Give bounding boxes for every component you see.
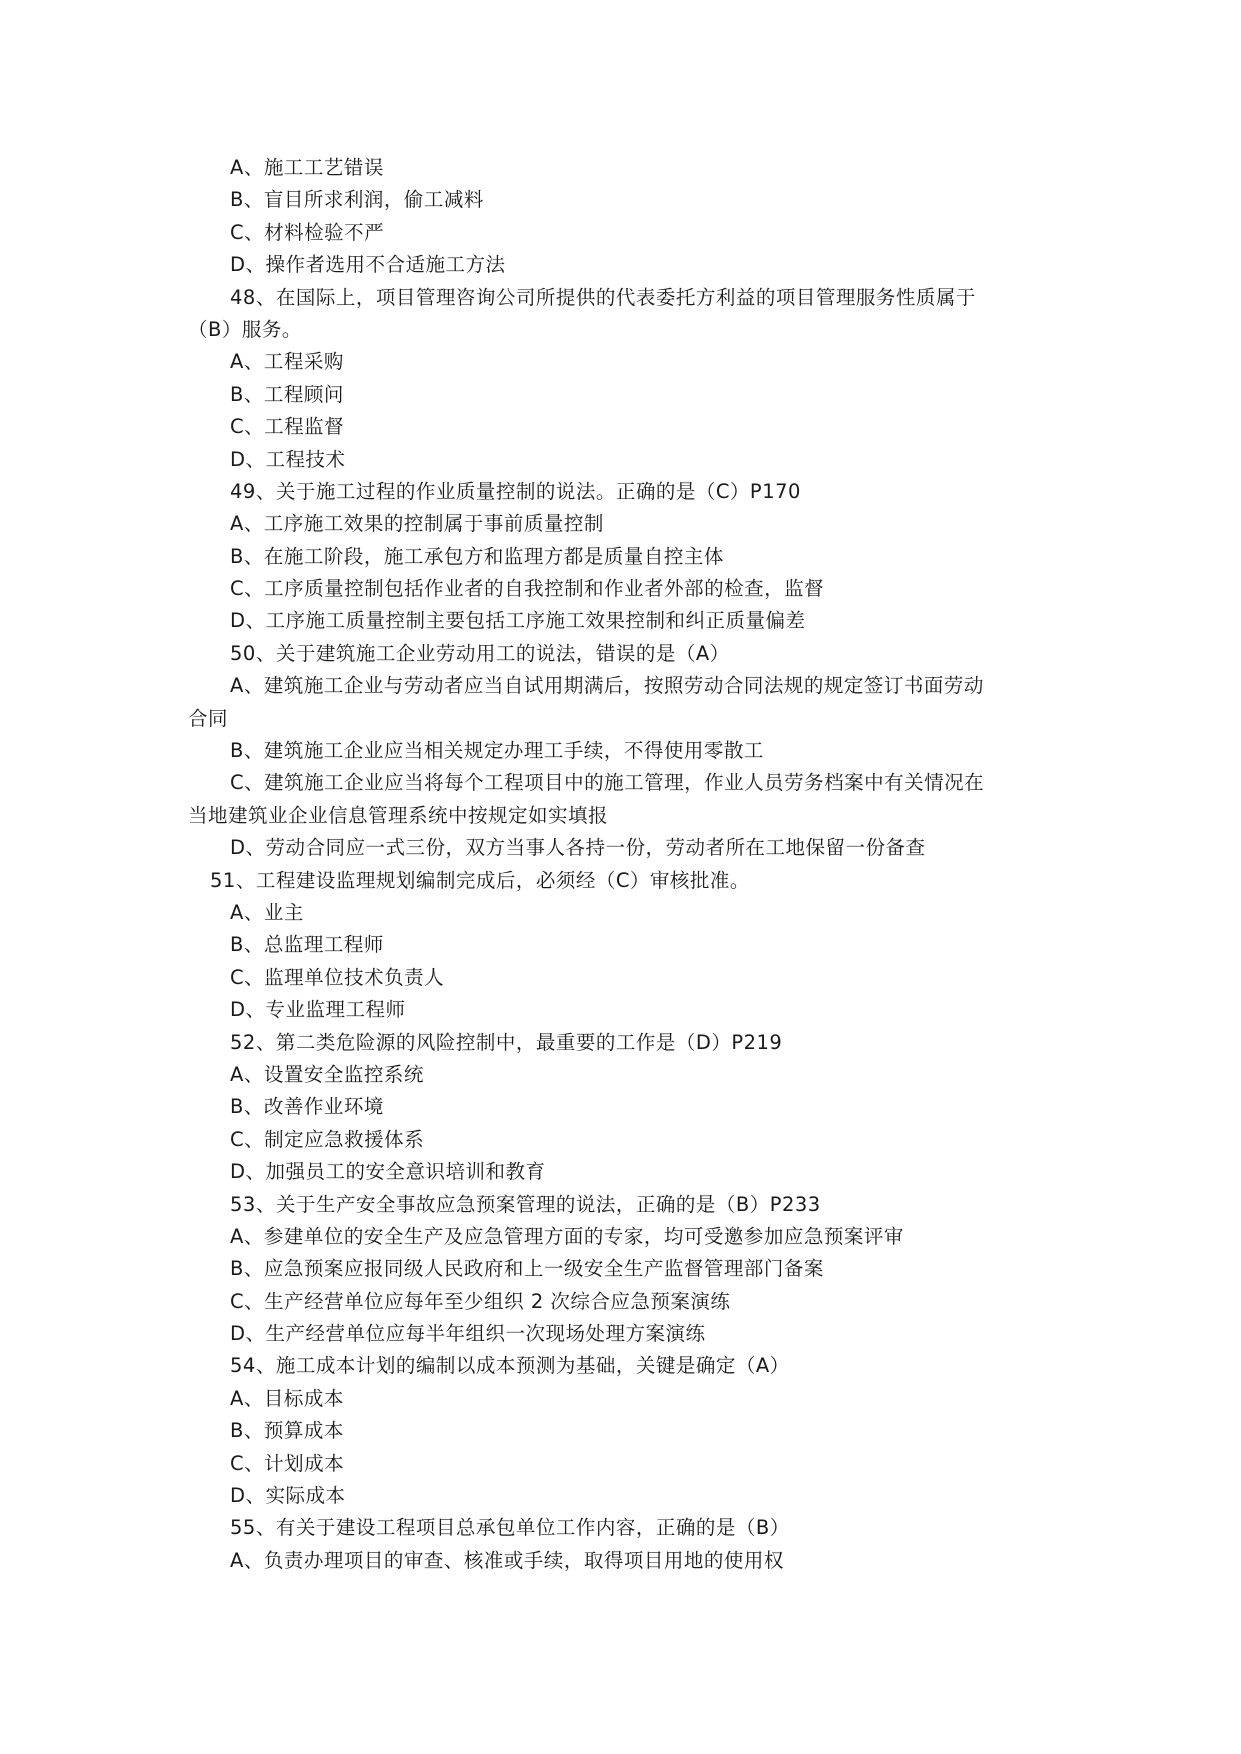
option-line: D、实际成本 [230, 1484, 346, 1508]
option-line: C、监理单位技术负责人 [230, 965, 445, 989]
option-line: B、总监理工程师 [230, 933, 384, 957]
option-line: A、工程采购 [230, 350, 344, 374]
option-line: B、应急预案应报同级人民政府和上一级安全生产监督管理部门备案 [230, 1257, 824, 1281]
question-51: 51、工程建设监理规划编制完成后，必须经（C）审核批准。 [210, 868, 750, 892]
question-50: 50、关于建筑施工企业劳动用工的说法，错误的是（A） [230, 641, 730, 665]
option-line: D、生产经营单位应每半年组织一次现场处理方案演练 [230, 1322, 706, 1346]
option-line: B、建筑施工企业应当相关规定办理工手续，不得使用零散工 [230, 739, 764, 763]
question-52: 52、第二类危险源的风险控制中，最重要的工作是（D）P219 [230, 1030, 783, 1054]
option-line: A、建筑施工企业与劳动者应当自试用期满后，按照劳动合同法规的规定签订书面劳动 [230, 674, 984, 698]
option-line: C、生产经营单位应每年至少组织 2 次综合应急预案演练 [230, 1289, 731, 1313]
option-line: A、工序施工效果的控制属于事前质量控制 [230, 512, 604, 536]
option-line: A、参建单位的安全生产及应急管理方面的专家，均可受邀参加应急预案评审 [230, 1224, 904, 1248]
option-line-continued: 合同 [188, 706, 229, 730]
option-line: D、专业监理工程师 [230, 998, 406, 1022]
option-line: A、负责办理项目的审查、核准或手续，取得项目用地的使用权 [230, 1548, 784, 1572]
option-line: B、改善作业环境 [230, 1095, 384, 1119]
option-line: D、加强员工的安全意识培训和教育 [230, 1160, 546, 1184]
option-line: D、劳动合同应一式三份，双方当事人各持一份，劳动者所在工地保留一份备查 [230, 836, 926, 860]
option-line: B、在施工阶段，施工承包方和监理方都是质量自控主体 [230, 544, 724, 568]
question-48-continued: （B）服务。 [188, 317, 302, 341]
option-line: C、工序质量控制包括作业者的自我控制和作业者外部的检查，监督 [230, 577, 825, 601]
option-line: C、制定应急救援体系 [230, 1127, 425, 1151]
question-54: 54、施工成本计划的编制以成本预测为基础，关键是确定（A） [230, 1354, 790, 1378]
option-line: A、施工工艺错误 [230, 156, 384, 179]
question-49: 49、关于施工过程的作业质量控制的说法。正确的是（C）P170 [230, 479, 801, 503]
option-line: C、工程监督 [230, 415, 345, 439]
option-line: D、工序施工质量控制主要包括工序施工效果控制和纠正质量偏差 [230, 609, 806, 633]
option-line: A、业主 [230, 900, 304, 924]
option-line: B、工程顾问 [230, 382, 344, 406]
option-line: D、工程技术 [230, 447, 346, 471]
option-line: C、材料检验不严 [230, 220, 385, 244]
option-line: A、目标成本 [230, 1386, 344, 1410]
option-line: A、设置安全监控系统 [230, 1062, 424, 1086]
option-line: B、盲目所求利润，偷工减料 [230, 188, 484, 212]
question-48: 48、在国际上，项目管理咨询公司所提供的代表委托方利益的项目管理服务性质属于 [230, 285, 976, 309]
option-line: C、建筑施工企业应当将每个工程项目中的施工管理，作业人员劳务档案中有关情况在 [230, 771, 985, 795]
question-55: 55、有关于建设工程项目总承包单位工作内容，正确的是（B） [230, 1516, 790, 1540]
option-line: D、操作者选用不合适施工方法 [230, 253, 506, 277]
option-line-continued: 当地建筑业企业信息管理系统中按规定如实填报 [188, 803, 609, 827]
option-line: B、预算成本 [230, 1419, 344, 1443]
question-list [188, 152, 1068, 1577]
option-line: C、计划成本 [230, 1451, 345, 1475]
question-53: 53、关于生产安全事故应急预案管理的说法，正确的是（B）P233 [230, 1192, 821, 1216]
